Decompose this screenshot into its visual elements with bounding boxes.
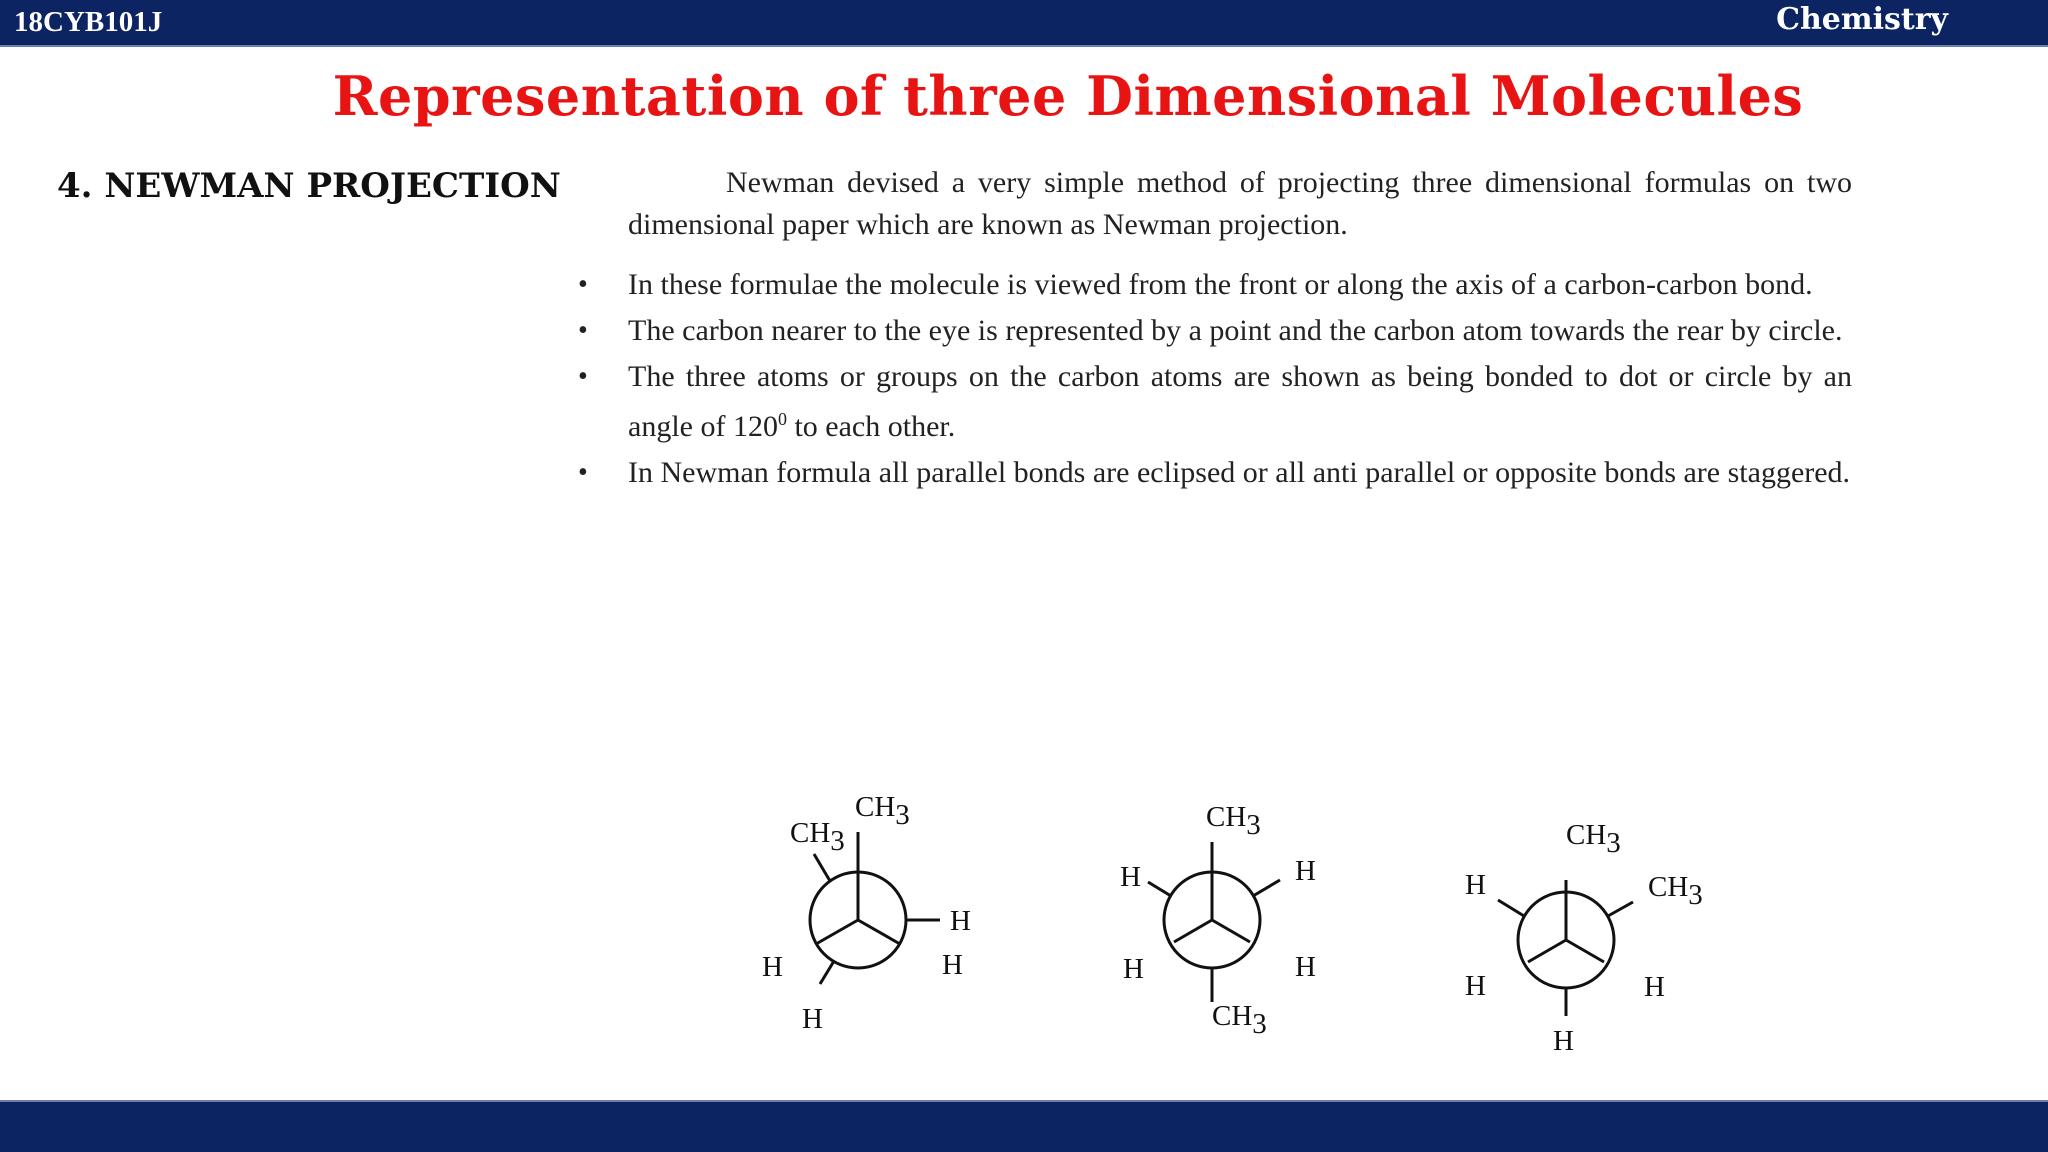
bullet-text: The carbon nearer to the eye is represented by a point and the carbon atom towards the rear by circle. [628, 314, 1843, 347]
bullet-text-tail: to each other. [786, 410, 956, 443]
bullet-item [578, 356, 1852, 448]
label-ch3: CH3 [855, 791, 910, 831]
label-h: H [762, 951, 783, 983]
labels-anti [1120, 801, 1316, 1040]
label-h: H [1465, 970, 1486, 1002]
course-code: 18CYB101J [14, 6, 163, 38]
label-ch3: CH3 [1566, 819, 1621, 859]
bullet-list [578, 264, 1852, 498]
newman-projection-gauche [1498, 880, 1633, 1016]
bullet-item [578, 310, 1852, 352]
label-h: H [1644, 971, 1665, 1003]
newman-projections-figure [740, 770, 1760, 1070]
label-h: H [1123, 953, 1144, 985]
bullet-text: In Newman formula all parallel bonds are eclipsed or all anti parallel or opposite bonds are staggered. [628, 456, 1851, 489]
label-ch3: CH3 [790, 817, 845, 857]
labels-skew [762, 791, 971, 1035]
label-h: H [942, 949, 963, 981]
section-heading: 4. NEWMAN PROJECTION [57, 166, 561, 206]
label-h: H [1120, 861, 1141, 893]
bullet-text: The three atoms or groups on the carbon atoms are shown as being bonded to dot or circle by an angle of 120 [628, 360, 1852, 443]
newman-projection-anti [1148, 842, 1280, 1002]
bullet-icon: • [578, 361, 588, 392]
label-h: H [1295, 951, 1316, 983]
bullet-text: In these formulae the molecule is viewed from the front or along the axis of a carbon-carbon bond. [628, 268, 1813, 301]
label-ch3: CH3 [1206, 801, 1261, 841]
bullet-item [578, 452, 1852, 494]
intro-paragraph: Newman devised a very simple method of projecting three dimensional formulas on two dimensional paper which are known as Newman projection. [628, 166, 1852, 241]
label-h: H [950, 905, 971, 937]
bottom-bar [0, 1100, 2048, 1152]
degree-superscript: 0 [777, 409, 787, 429]
slide-title: Representation of three Dimensional Molecules [332, 64, 1804, 128]
label-h: H [802, 1003, 823, 1035]
label-h: H [1465, 869, 1486, 901]
label-ch3: CH3 [1648, 871, 1703, 911]
bullet-icon: • [578, 315, 588, 346]
labels-gauche [1465, 819, 1703, 1057]
bullet-item [578, 264, 1852, 306]
label-ch3: CH3 [1212, 1000, 1267, 1040]
subject-label: Chemistry [1776, 2, 1948, 37]
bullet-icon: • [578, 457, 588, 488]
top-bar [0, 0, 2048, 47]
bullet-icon: • [578, 269, 588, 300]
label-h: H [1553, 1025, 1574, 1057]
label-h: H [1295, 855, 1316, 887]
